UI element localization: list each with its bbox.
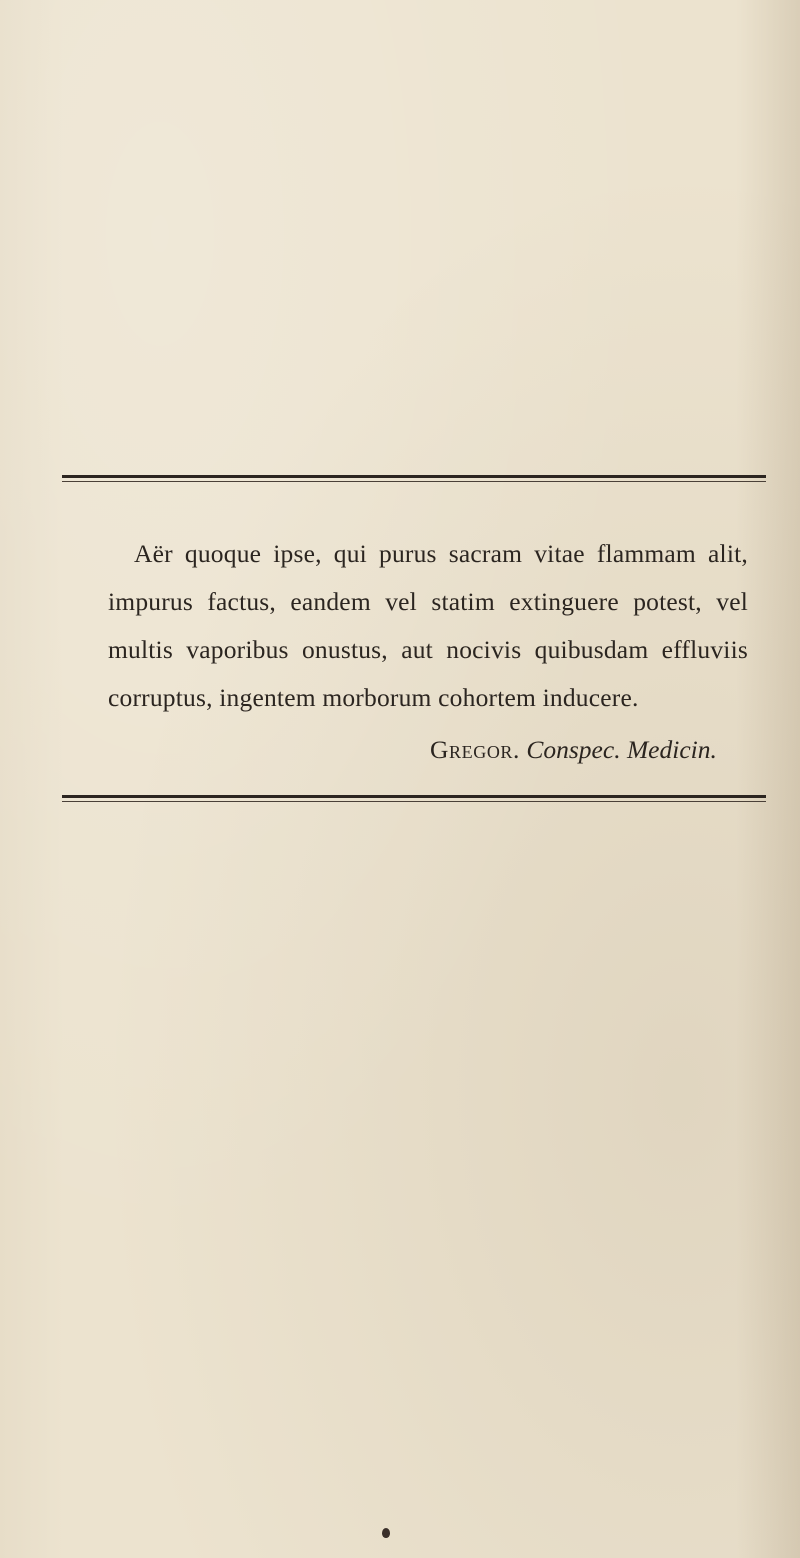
top-double-rule: [62, 475, 766, 478]
epigraph-quote: [108, 530, 748, 722]
citation-author: Gregor.: [430, 735, 520, 764]
bottom-double-rule: [62, 795, 766, 798]
citation-work: Conspec. Medicin.: [526, 735, 717, 764]
citation: [430, 730, 717, 770]
quote-text: Aër quoque ipse, qui purus sacram vitae flammam alit, impurus factus, eandem vel statim extinguere potest, vel multis vaporibus onustus, aut nocivis quibusdam effluviis corruptus, ingentem morborum cohortem inducere.: [108, 539, 748, 712]
ink-spot-mark: [382, 1528, 390, 1538]
